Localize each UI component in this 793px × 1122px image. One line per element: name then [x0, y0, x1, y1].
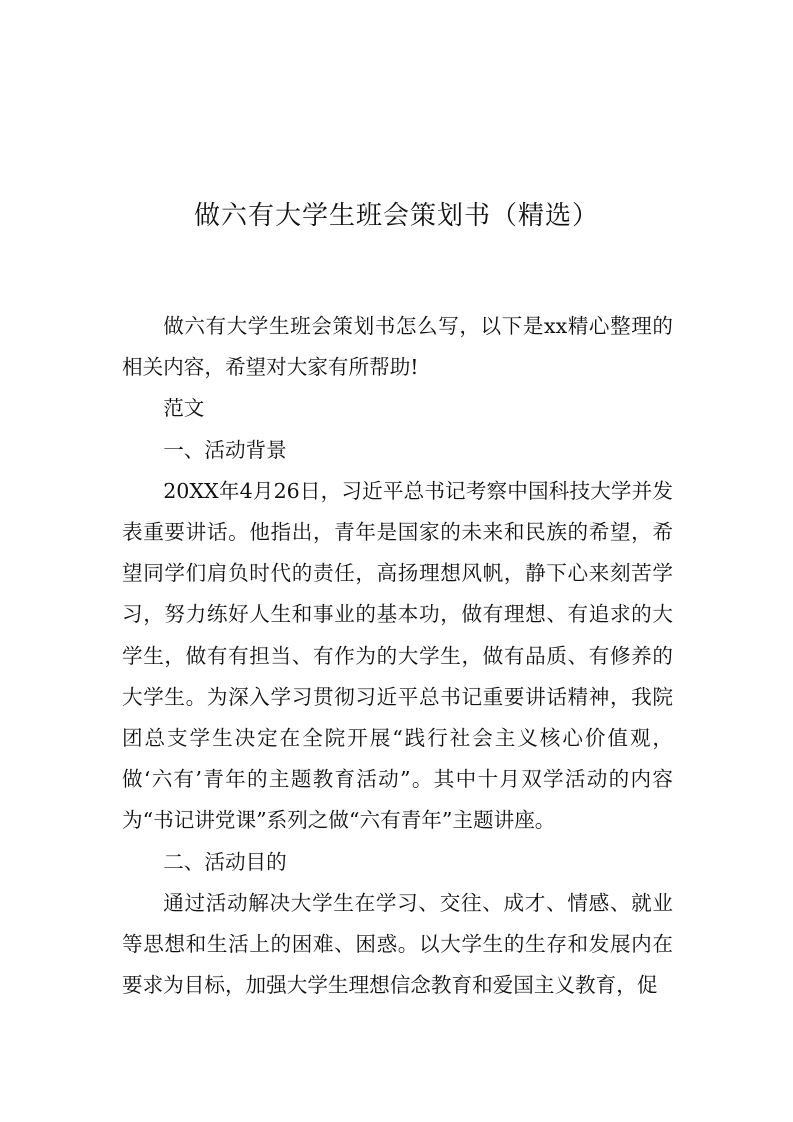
purpose-paragraph: 通过活动解决大学生在学习、交往、成才、情感、就业等思想和生活上的困难、困惑。以大学生的生存和发展内在要求为目标，加强大学生理想信念教育和爱国主义教育，促 [122, 890, 673, 998]
section-heading-background: 一、活动背景 [163, 437, 287, 462]
intro-paragraph: 做六有大学生班会策划书怎么写，以下是xx精心整理的相关内容，希望对大家有所帮助! [122, 314, 673, 380]
document-title: 做六有大学生班会策划书（精选） [193, 201, 599, 231]
document-body [122, 306, 673, 1006]
background-paragraph: 20XX年4月26日，习近平总书记考察中国科技大学并发表重要讲话。他指出，青年是国家的未来和民族的希望，希望同学们肩负时代的责任，高扬理想风帆，静下心来刻苦学习，努力练好人生和事业的基本功，做有理想、有追求的大学生，做有有担当、有作为的大学生，做有品质、有修养的大学生。为深入学习贯彻习近平总书记重要讲话精神，我院团总支学生决定在全院开展“践行社会主义核心价值观，做‘六有’青年的主题教育活动”。其中十月双学活动的内容为“书记讲党课”系列之做“六有青年”主题讲座。 [122, 478, 673, 833]
section-label-sample: 范文 [163, 396, 205, 421]
section-heading-purpose: 二、活动目的 [163, 849, 287, 874]
